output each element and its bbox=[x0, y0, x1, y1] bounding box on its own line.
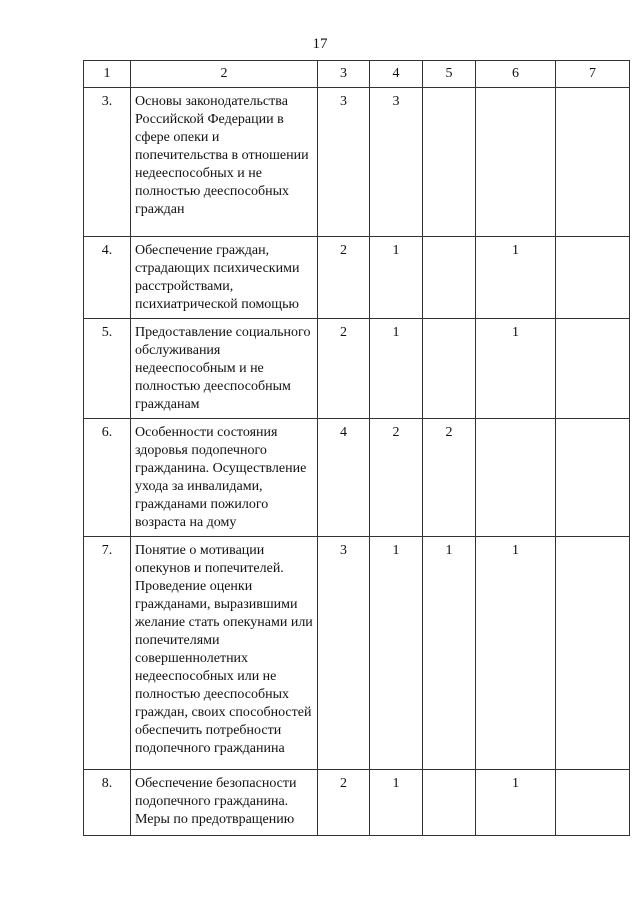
page-number: 17 bbox=[312, 36, 328, 52]
table-row bbox=[84, 770, 630, 836]
column-header: 5 bbox=[423, 61, 476, 88]
hours-cell: 1 bbox=[476, 537, 556, 770]
hours-cell: 1 bbox=[370, 237, 423, 319]
topic-cell: Обеспечение граждан, страдающих психическими расстройствами, психиатрической помощью bbox=[131, 237, 318, 319]
hours-cell: 1 bbox=[476, 237, 556, 319]
hours-cell: 2 bbox=[318, 237, 370, 319]
table-row bbox=[84, 537, 630, 770]
hours-cell bbox=[556, 237, 630, 319]
hours-cell bbox=[556, 419, 630, 537]
topic-cell: Обеспечение безопасности подопечного гражданина. Меры по предотвращению bbox=[131, 770, 318, 836]
column-header: 7 bbox=[556, 61, 630, 88]
hours-cell: 1 bbox=[370, 770, 423, 836]
row-number: 4. bbox=[84, 237, 131, 319]
hours-cell bbox=[476, 419, 556, 537]
hours-cell: 1 bbox=[423, 537, 476, 770]
row-number: 6. bbox=[84, 419, 131, 537]
hours-cell: 1 bbox=[370, 537, 423, 770]
hours-cell bbox=[556, 319, 630, 419]
hours-cell: 1 bbox=[370, 319, 423, 419]
column-header: 1 bbox=[84, 61, 131, 88]
table-row bbox=[84, 237, 630, 319]
hours-cell: 4 bbox=[318, 419, 370, 537]
row-number: 5. bbox=[84, 319, 131, 419]
hours-cell: 2 bbox=[318, 319, 370, 419]
hours-cell: 2 bbox=[423, 419, 476, 537]
table-row bbox=[84, 319, 630, 419]
topic-cell: Особенности состояния здоровья подопечного гражданина. Осуществление ухода за инвалидами, гражданами пожилого возраста на дому bbox=[131, 419, 318, 537]
hours-cell: 3 bbox=[318, 537, 370, 770]
hours-cell: 1 bbox=[476, 770, 556, 836]
curriculum-table bbox=[83, 60, 630, 836]
topic-cell: Понятие о мотивации опекунов и попечителей. Проведение оценки гражданами, выразившими желание стать опекунами или попечителями совершеннолетних недееспособных или не полностью дееспособных граждан, своих способностей обеспечить потребности подопечного гражданина bbox=[131, 537, 318, 770]
hours-cell: 1 bbox=[476, 319, 556, 419]
table-header-row bbox=[84, 61, 630, 88]
hours-cell bbox=[556, 537, 630, 770]
hours-cell bbox=[476, 88, 556, 237]
table-row bbox=[84, 419, 630, 537]
hours-cell bbox=[556, 88, 630, 237]
row-number: 7. bbox=[84, 537, 131, 770]
hours-cell bbox=[556, 770, 630, 836]
hours-cell bbox=[423, 319, 476, 419]
column-header: 6 bbox=[476, 61, 556, 88]
hours-cell: 3 bbox=[370, 88, 423, 237]
row-number: 8. bbox=[84, 770, 131, 836]
hours-cell bbox=[423, 88, 476, 237]
column-header: 3 bbox=[318, 61, 370, 88]
hours-cell: 2 bbox=[370, 419, 423, 537]
hours-cell bbox=[423, 237, 476, 319]
column-header: 4 bbox=[370, 61, 423, 88]
hours-cell: 3 bbox=[318, 88, 370, 237]
row-number: 3. bbox=[84, 88, 131, 237]
topic-cell: Основы законодательства Российской Федерации в сфере опеки и попечительства в отношении недееспособных и не полностью дееспособных граждан bbox=[131, 88, 318, 237]
topic-cell: Предоставление социального обслуживания недееспособным и не полностью дееспособным гражданам bbox=[131, 319, 318, 419]
hours-cell bbox=[423, 770, 476, 836]
table-row bbox=[84, 88, 630, 237]
hours-cell: 2 bbox=[318, 770, 370, 836]
column-header: 2 bbox=[131, 61, 318, 88]
